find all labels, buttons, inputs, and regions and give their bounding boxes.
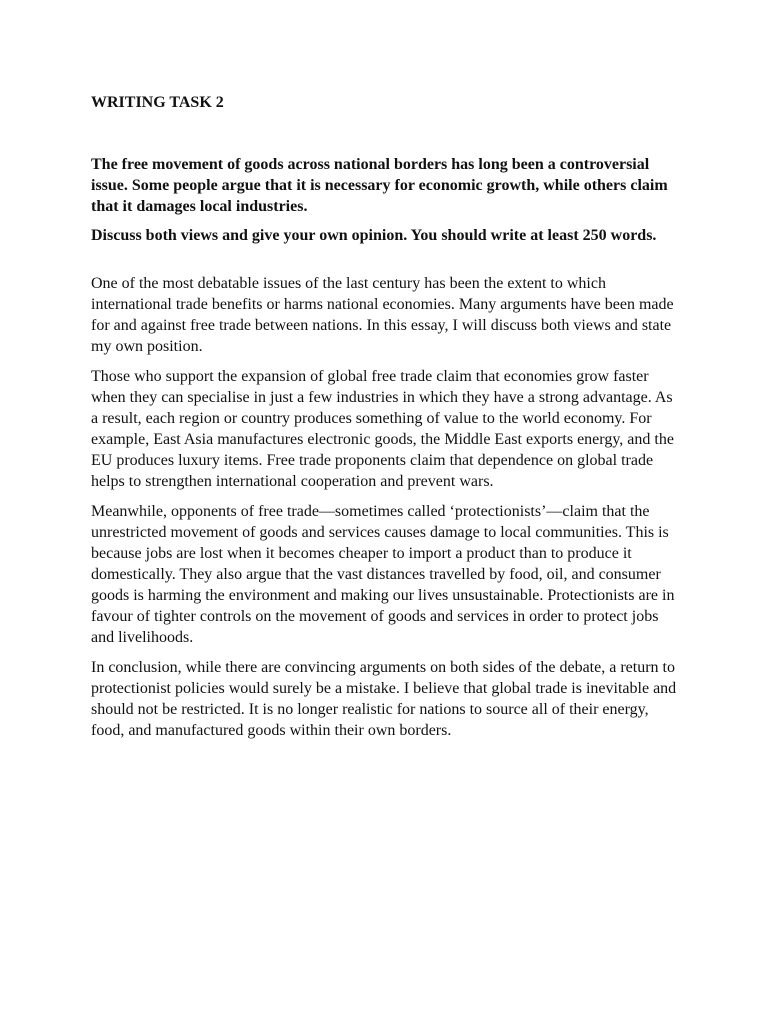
- essay-paragraph-supporters: Those who support the expansion of global free trade claim that economies grow faster when they can specialise in just a few industries in which they have a strong advantage. As a result, each region or country produces something of value to the world economy. For example, East Asia manufactures electronic goods, the Middle East exports energy, and the EU produces luxury items. Free trade proponents claim that dependence on global trade helps to strengthen international cooperation and prevent wars.: [91, 368, 674, 490]
- task-prompt: [91, 154, 681, 246]
- prompt-statement: The free movement of goods across national borders has long been a controversial issue. Some people argue that it is necessary for economic growth, while others claim that it damages local industries.: [91, 156, 668, 215]
- prompt-instruction: Discuss both views and give your own opinion. You should write at least 250 words.: [91, 227, 657, 244]
- document-page: [91, 92, 681, 750]
- task-title: WRITING TASK 2: [91, 94, 224, 111]
- essay-conclusion: In conclusion, while there are convincing arguments on both sides of the debate, a return to protectionist policies would surely be a mistake. I believe that global trade is inevitable and should not be restricted. It is no longer realistic for nations to source all of their energy, food, and manufactured goods within their own borders.: [91, 659, 677, 739]
- essay-paragraph-opponents: Meanwhile, opponents of free trade—sometimes called ‘protectionists’—claim that the unrestricted movement of goods and services causes damage to local communities. This is because jobs are lost when it becomes cheaper to import a product than to produce it domestically. They also argue that the vast distances travelled by food, oil, and consumer goods is harming the environment and making our lives unsustainable. Protectionists are in favour of tighter controls on the movement of goods and services in order to protect jobs and livelihoods.: [91, 503, 675, 646]
- essay-body: [91, 273, 681, 741]
- essay-introduction: One of the most debatable issues of the last century has been the extent to which international trade benefits or harms national economies. Many arguments have been made for and against free trade between nations. In this essay, I will discuss both views and state my own position.: [91, 275, 674, 355]
